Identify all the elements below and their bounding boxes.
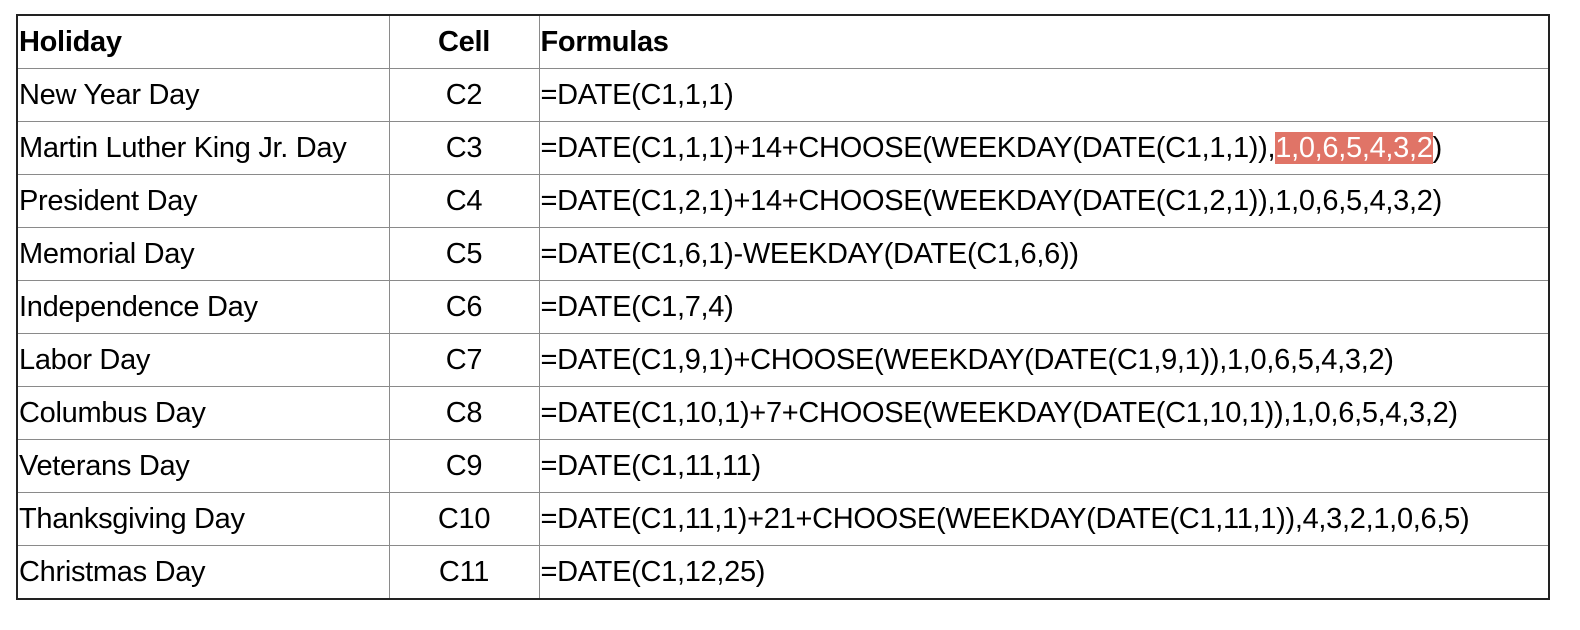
formula-text: =DATE(C1,6,1)-WEEKDAY(DATE(C1,6,6)) [540,238,1079,270]
formula [539,175,1549,228]
formula-text: =DATE(C1,2,1)+14+CHOOSE(WEEKDAY(DATE(C1,2,1)),1,0,6,5,4,3,2) [540,185,1442,217]
holiday-name: Christmas Day [17,546,389,600]
holiday-name: Labor Day [17,334,389,387]
table-row [17,281,1549,334]
table-row [17,69,1549,122]
cell-ref: C11 [389,546,539,600]
formula [539,493,1549,546]
header-formulas: Formulas [539,15,1549,69]
table-row [17,493,1549,546]
header-row [17,15,1549,69]
table-row [17,440,1549,493]
holiday-name: Veterans Day [17,440,389,493]
header-holiday: Holiday [17,15,389,69]
cell-ref: C10 [389,493,539,546]
cell-ref: C7 [389,334,539,387]
formula-text: =DATE(C1,11,1)+21+CHOOSE(WEEKDAY(DATE(C1,11,1)),4,3,2,1,0,6,5) [540,503,1470,535]
holiday-name: Martin Luther King Jr. Day [17,122,389,175]
highlighted-formula-args: 1,0,6,5,4,3,2 [1275,132,1433,164]
formula [539,546,1549,600]
holiday-name: Memorial Day [17,228,389,281]
formula [539,334,1549,387]
formula [539,387,1549,440]
formula-text: =DATE(C1,11,11) [540,450,761,482]
table-row [17,546,1549,600]
holiday-name: Independence Day [17,281,389,334]
holiday-name: Columbus Day [17,387,389,440]
table-row [17,228,1549,281]
formula [539,122,1549,175]
formula [539,228,1549,281]
holiday-name: Thanksgiving Day [17,493,389,546]
cell-ref: C8 [389,387,539,440]
cell-ref: C3 [389,122,539,175]
formula-text: =DATE(C1,12,25) [540,556,766,588]
formula-text: =DATE(C1,10,1)+7+CHOOSE(WEEKDAY(DATE(C1,10,1)),1,0,6,5,4,3,2) [540,397,1458,429]
table-row [17,175,1549,228]
cell-ref: C9 [389,440,539,493]
table-row [17,334,1549,387]
formula-text: =DATE(C1,9,1)+CHOOSE(WEEKDAY(DATE(C1,9,1)),1,0,6,5,4,3,2) [540,344,1394,376]
formula [539,281,1549,334]
formula-text-end: ) [1432,132,1442,164]
formula-text: =DATE(C1,1,1) [540,79,734,111]
cell-ref: C5 [389,228,539,281]
formula [539,440,1549,493]
cell-ref: C6 [389,281,539,334]
holiday-name: New Year Day [17,69,389,122]
table-row [17,122,1549,175]
holiday-formula-table [16,14,1550,600]
formula-text: =DATE(C1,7,4) [540,291,734,323]
header-cell: Cell [389,15,539,69]
formula-text: =DATE(C1,1,1)+14+CHOOSE(WEEKDAY(DATE(C1,1,1)), [540,132,1276,164]
table-row [17,387,1549,440]
formula [539,69,1549,122]
holiday-name: President Day [17,175,389,228]
cell-ref: C2 [389,69,539,122]
cell-ref: C4 [389,175,539,228]
